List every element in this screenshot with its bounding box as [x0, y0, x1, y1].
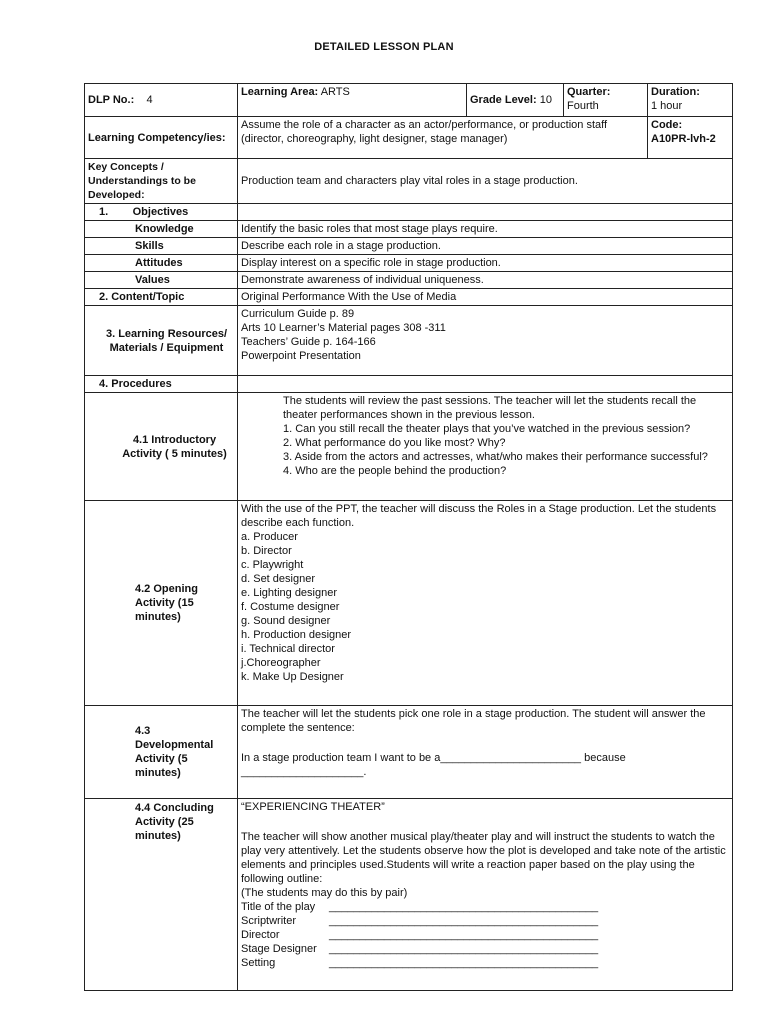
outline-key: Title of the play [241, 901, 316, 913]
intro-line: 4. Who are the people behind the production? [283, 465, 507, 477]
area-label: Learning Area: [241, 86, 319, 98]
code-value: A10PR-lvh-2 [651, 133, 716, 145]
objective-label: Skills [85, 238, 238, 255]
role-item: j.Choreographer [241, 657, 321, 669]
objectives-row [85, 204, 733, 221]
concluding-activity-label: 4.4 Concluding Activity (25 minutes) [85, 799, 238, 991]
key-concepts-row [85, 159, 733, 204]
resource-item: Powerpoint Presentation [241, 350, 361, 362]
objectives-label: 1. Objectives [85, 204, 238, 221]
procedures-row [85, 376, 733, 393]
outline-item [241, 928, 729, 942]
concluding-activity-row [85, 799, 733, 991]
role-item: g. Sound designer [241, 615, 331, 627]
opening-activity-label: 4.2 Opening Activity (15 minutes) [85, 501, 238, 706]
procedures-empty [238, 376, 733, 393]
role-item: h. Production designer [241, 629, 352, 641]
competency-label: Learning Competency/ies: [85, 117, 238, 159]
outline-blank: ____________________________________________ [329, 943, 599, 955]
role-item: b. Director [241, 545, 292, 557]
resource-item: Teachers’ Guide p. 164-166 [241, 336, 376, 348]
dlp-value: 4 [146, 94, 153, 106]
dlp-cell [85, 84, 238, 117]
outline-item [241, 942, 729, 956]
opening-activity-row [85, 501, 733, 706]
role-item: c. Playwright [241, 559, 304, 571]
content-row [85, 289, 733, 306]
developmental-sentence: In a stage production team I want to be a_______________________ because ____________________. [241, 752, 626, 778]
resources-list [238, 306, 733, 376]
resources-label: 3. Learning Resources/ Materials / Equipment [85, 306, 238, 376]
developmental-intro: The teacher will let the students pick one role in a stage production. The student will answer the complete the sentence: [241, 708, 706, 734]
outline-item [241, 914, 729, 928]
competency-text: Assume the role of a character as an actor/performance, or production staff (director, choreography, light designer, stage manager) [238, 117, 648, 159]
duration-cell [648, 84, 733, 117]
outline-item [241, 956, 729, 970]
resources-row [85, 306, 733, 376]
intro-line: 3. Aside from the actors and actresses, what/who makes their performance successful? [283, 451, 708, 463]
outline-blank: ____________________________________________ [329, 915, 599, 927]
code-cell [648, 117, 733, 159]
outline-blank: ____________________________________________ [329, 957, 599, 969]
opening-intro: With the use of the PPT, the teacher will discuss the Roles in a Stage production. Let the students describe each function. [241, 503, 717, 529]
objective-label: Attitudes [85, 255, 238, 272]
role-item: k. Make Up Designer [241, 671, 344, 683]
area-cell [238, 84, 467, 117]
objective-text: Demonstrate awareness of individual uniqueness. [238, 272, 733, 289]
grade-label: Grade Level: [470, 94, 537, 106]
competency-row [85, 117, 733, 159]
outline-blank: ____________________________________________ [329, 929, 599, 941]
duration-value: 1 hour [651, 100, 683, 112]
dlp-label: DLP No.: [88, 94, 135, 106]
intro-activity-text [238, 393, 733, 501]
grade-cell [467, 84, 564, 117]
objective-text: Describe each role in a stage production. [238, 238, 733, 255]
objective-row [85, 221, 733, 238]
intro-activity-label: 4.1 Introductory Activity ( 5 minutes) [85, 393, 238, 501]
resource-item: Arts 10 Learner’s Material pages 308 -311 [241, 322, 446, 334]
opening-activity-text [238, 501, 733, 706]
procedures-label: 4. Procedures [85, 376, 238, 393]
role-item: i. Technical director [241, 643, 335, 655]
concluding-note: (The students may do this by pair) [241, 887, 408, 899]
outline-item [241, 900, 729, 914]
role-item: f. Costume designer [241, 601, 340, 613]
outline-blank: ____________________________________________ [329, 901, 599, 913]
grade-value: 10 [539, 94, 552, 106]
intro-activity-row [85, 393, 733, 501]
intro-line: 1. Can you still recall the theater plays that you’ve watched in the previous session? [283, 423, 691, 435]
content-label: 2. Content/Topic [85, 289, 238, 306]
objective-text: Display interest on a specific role in stage production. [238, 255, 733, 272]
content-text: Original Performance With the Use of Media [238, 289, 733, 306]
concluding-heading: “EXPERIENCING THEATER” [241, 801, 385, 813]
developmental-activity-row [85, 706, 733, 799]
quarter-value: Fourth [567, 100, 599, 112]
page-title: DETAILED LESSON PLAN [314, 41, 454, 53]
objective-text: Identify the basic roles that most stage plays require. [238, 221, 733, 238]
developmental-activity-text [238, 706, 733, 799]
quarter-label: Quarter: [567, 86, 611, 98]
intro-line: The students will review the past sessions. The teacher will let the students recall the theater performances shown in the previous lesson. [283, 395, 697, 421]
role-item: d. Set designer [241, 573, 315, 585]
key-concepts-label: Key Concepts / Understandings to be Developed: [85, 159, 238, 204]
intro-line: 2. What performance do you like most? Why? [283, 437, 506, 449]
lesson-plan-table [84, 83, 733, 991]
concluding-body: The teacher will show another musical play/theater play and will instruct the students to watch the play very attentively. Let the students observe how the plot is developed and take note of the artistic elements and principles used.Students will write a reaction paper based on the play using the following outline: [241, 831, 726, 885]
duration-label: Duration: [651, 86, 700, 98]
header-row [85, 84, 733, 117]
key-concepts-text: Production team and characters play vital roles in a stage production. [238, 159, 733, 204]
area-value: ARTS [320, 86, 350, 98]
outline-key: Scriptwriter [241, 915, 297, 927]
concluding-activity-text [238, 799, 733, 991]
objective-row [85, 238, 733, 255]
role-item: a. Producer [241, 531, 298, 543]
outline-key: Director [241, 929, 280, 941]
objective-label: Knowledge [85, 221, 238, 238]
objective-label: Values [85, 272, 238, 289]
resource-item: Curriculum Guide p. 89 [241, 308, 355, 320]
objective-row [85, 272, 733, 289]
role-item: e. Lighting designer [241, 587, 338, 599]
developmental-activity-label: 4.3 Developmental Activity (5 minutes) [85, 706, 238, 799]
outline-key: Stage Designer [241, 943, 317, 955]
code-label: Code: [651, 119, 683, 131]
outline-key: Setting [241, 957, 276, 969]
quarter-cell [564, 84, 648, 117]
objectives-empty [238, 204, 733, 221]
objective-row [85, 255, 733, 272]
